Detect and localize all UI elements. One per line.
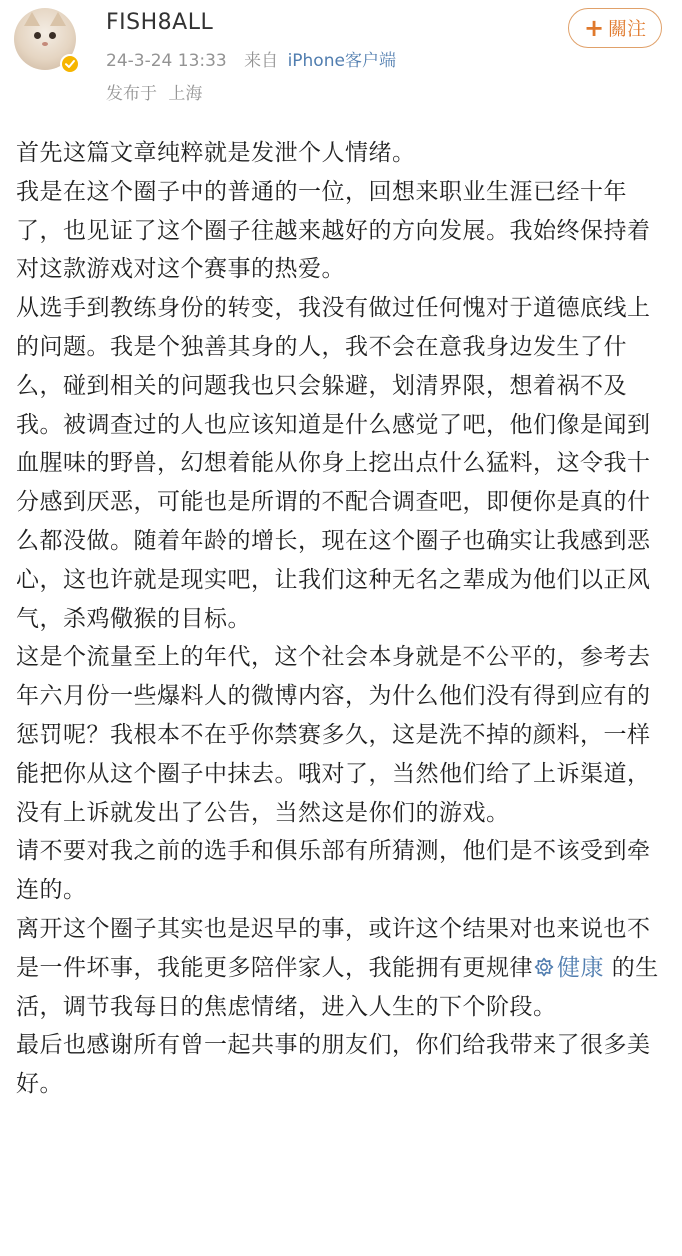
avatar-ear-left <box>24 12 40 26</box>
post-location <box>106 82 202 106</box>
avatar-ear-right <box>50 12 66 26</box>
paragraph-5: 请不要对我之前的选手和俱乐部有所猜测，他们是不该受到牵连的。 <box>16 838 651 904</box>
avatar-eye-left <box>34 32 41 39</box>
paragraph-6-after: 的生活，调节我每日的焦虑情绪，进入人生的下个阶段。 <box>16 954 659 1020</box>
post-body <box>16 134 666 1104</box>
paragraph-6 <box>16 910 666 1026</box>
topic-link-health[interactable] <box>533 955 604 981</box>
avatar-nose <box>42 42 48 46</box>
paragraph-4: 这是个流量至上的年代，这个社会本身就是不公平的，参考去年六月份一些爆料人的微博内容，为什么他们没有得到应有的惩罚呢？我根本不在乎你禁赛多久，这是洗不掉的颜料，一样能把你从这个圈子中抹去。哦对了，当然他们给了上诉渠道，没有上诉就发出了公告，当然这是你们的游戏。 <box>16 644 651 826</box>
post-timestamp: 24-3-24 13:33 <box>106 51 227 71</box>
paragraph-6-before: 离开这个圈子其实也是迟早的事，或许这个结果对也来说也不是一件坏事，我能更多陪伴家人，我能拥有更规律 <box>16 915 651 981</box>
source-prefix: 来自 <box>244 51 279 71</box>
source-device-link[interactable]: iPhone客户端 <box>287 51 396 71</box>
post-meta <box>106 49 396 73</box>
topic-label: 健康 <box>557 954 604 981</box>
paragraph-1: 首先这篇文章纯粹就是发泄个人情绪。 <box>16 140 416 166</box>
gear-flower-icon <box>533 956 555 978</box>
location-value: 上海 <box>168 84 203 104</box>
paragraph-3: 从选手到教练身份的转变，我没有做过任何愧对于道德底线上的问题。我是个独善其身的人，我不会在意我身边发生了什么，碰到相关的问题我也只会躲避，划清界限，想着祸不及我。被调查过的人也应该知道是什么感觉了吧，他们像是闻到血腥味的野兽，幻想着能从你身上挖出点什么猛料，这令我十分感到厌恶，可能也是所谓的不配合调查吧，即便你是真的什么都没做。随着年龄的增长，现在这个圈子也确实让我感到恶心，这也许就是现实吧，让我们这种无名之辈成为他们以正风气，杀鸡儆猴的目标。 <box>16 295 651 632</box>
location-label: 发布于 <box>106 84 157 104</box>
paragraph-7: 最后也感谢所有曾一起共事的朋友们，你们给我带来了很多美好。 <box>16 1032 651 1098</box>
follow-plus-icon: + <box>583 14 605 42</box>
post-header <box>0 0 682 120</box>
follow-label: 關注 <box>608 18 647 40</box>
username[interactable]: FISH8ALL <box>106 10 214 35</box>
verified-badge-icon <box>60 54 80 74</box>
paragraph-2: 我是在这个圈子中的普通的一位，回想来职业生涯已经十年了，也见证了这个圈子往越来越好的方向发展。我始终保持着对这款游戏对这个赛事的热爱。 <box>16 178 651 283</box>
follow-button[interactable] <box>568 8 662 48</box>
avatar-eye-right <box>49 32 56 39</box>
